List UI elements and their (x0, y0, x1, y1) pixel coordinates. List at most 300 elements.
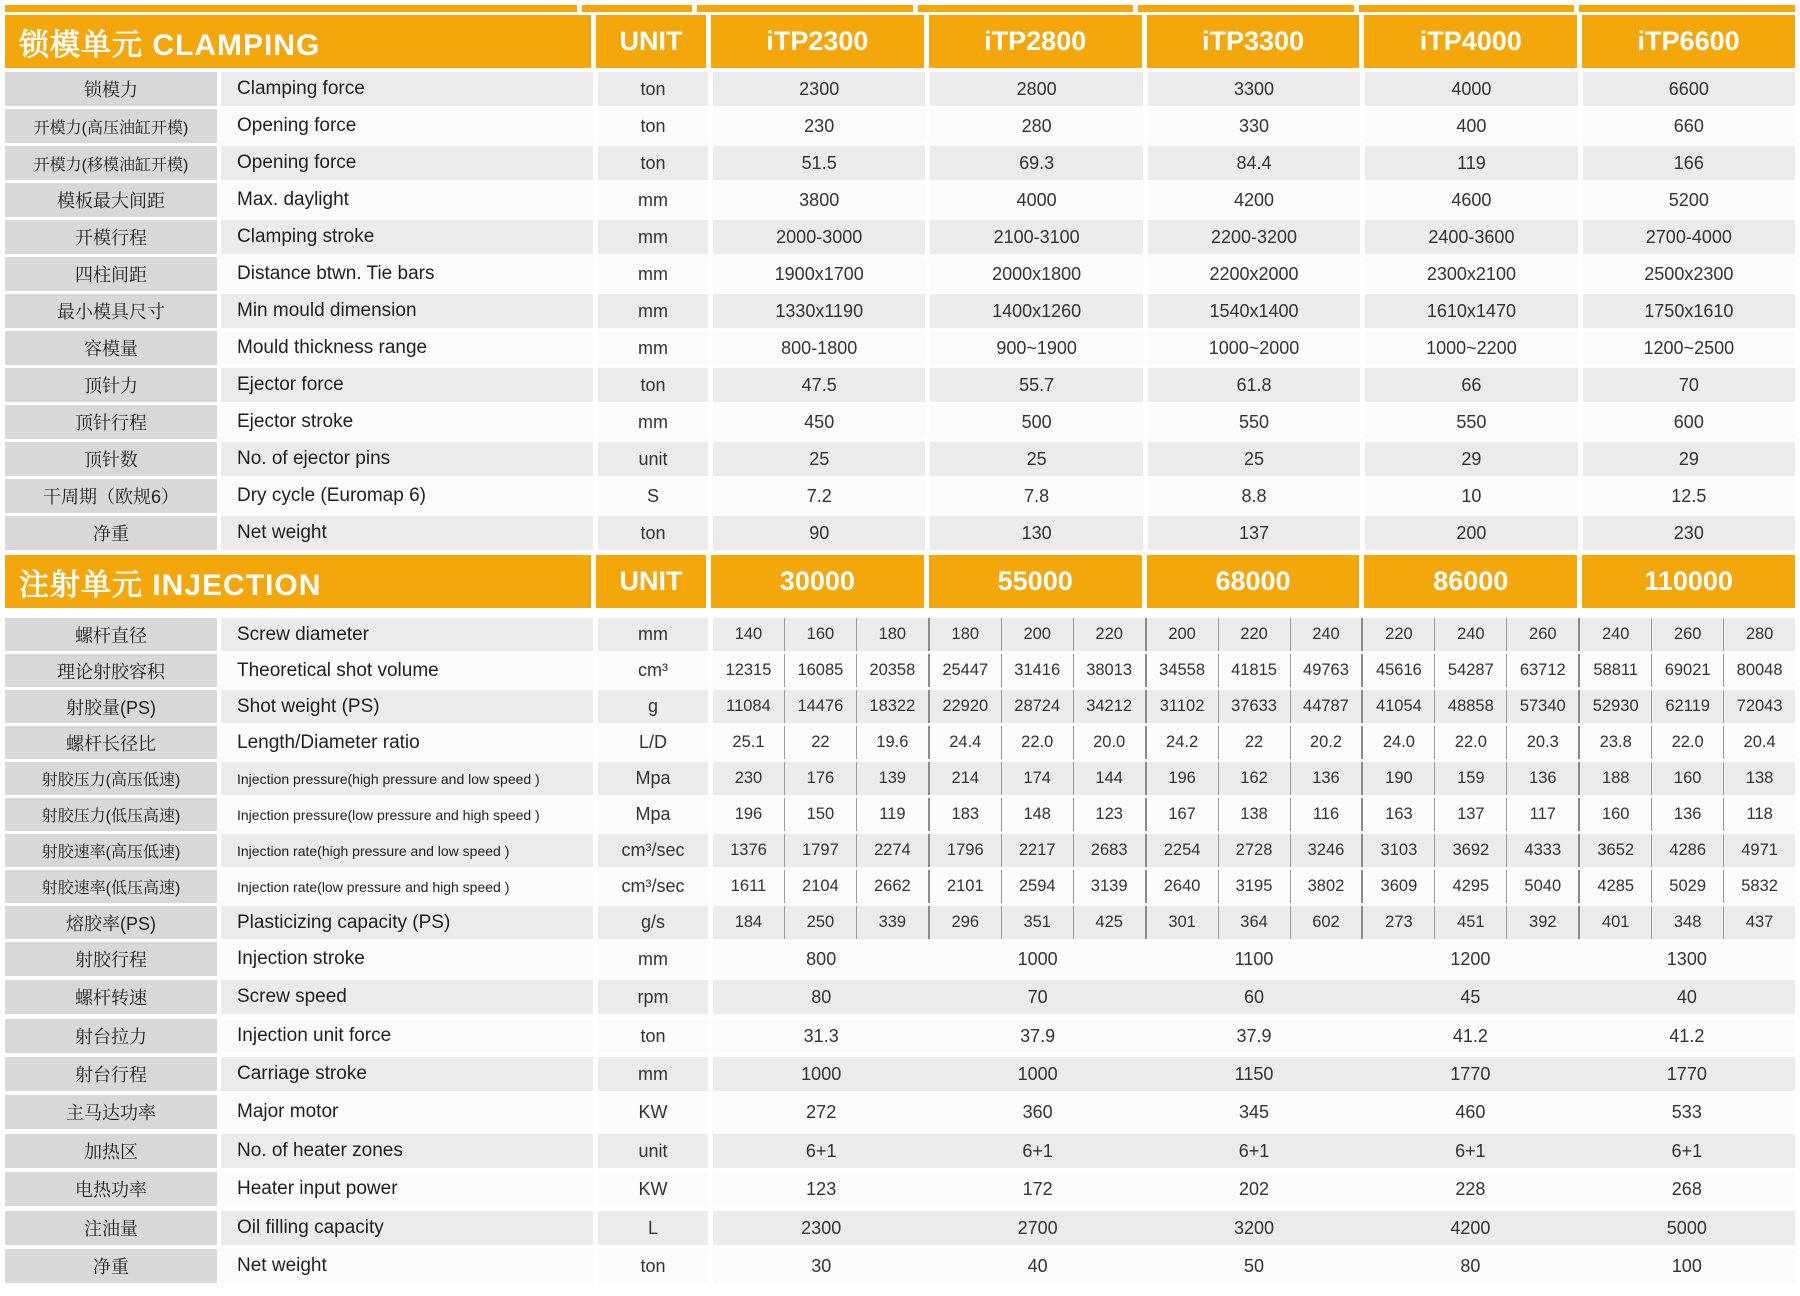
row-value: 6+1 (805, 1140, 837, 1161)
spec-row (5, 654, 1795, 687)
row-values (713, 294, 1795, 328)
row-label-en: No. of ejector pins (221, 442, 593, 476)
row-value: 800-1800 (713, 331, 925, 365)
row-value: 1200~2500 (1583, 331, 1795, 365)
row-label-cn: 射胶行程 (5, 942, 217, 976)
row-unit: ton (598, 109, 708, 143)
row-values (713, 1211, 1795, 1245)
sub-value: 183 (928, 798, 1001, 831)
row-value: 1300 (1666, 948, 1707, 969)
sub-value: 451 (1434, 906, 1506, 939)
row-value: 1000 (1017, 1063, 1058, 1084)
sub-value: 184 (734, 913, 763, 931)
row-values (713, 183, 1795, 217)
row-label-cn: 注油量 (5, 1211, 217, 1245)
row-label-en: Oil filling capacity (221, 1211, 593, 1245)
spec-row (5, 1019, 1795, 1053)
injection-model-headers (711, 555, 1795, 608)
row-label-cn: 容模量 (5, 331, 217, 365)
row-value: 400 (1365, 109, 1577, 143)
sub-value: 260 (1651, 618, 1723, 651)
row-unit: unit (598, 1134, 708, 1168)
sub-value: 4295 (1434, 870, 1506, 903)
row-value: 202 (1238, 1178, 1270, 1199)
row-value: 2700 (1017, 1217, 1058, 1238)
spec-row (5, 1249, 1795, 1283)
sub-value: 117 (1506, 798, 1578, 831)
clamping-rows (5, 72, 1795, 550)
row-value: 12.5 (1583, 479, 1795, 513)
row-label-en: Screw speed (221, 980, 593, 1014)
model-header-30000: 30000 (711, 555, 924, 608)
sub-value: 3103 (1361, 834, 1434, 867)
row-value: 1900x1700 (713, 257, 925, 291)
sub-value: 139 (856, 762, 928, 795)
row-label-cn: 射胶速率(高压低速) (5, 834, 217, 867)
row-label-en: Theoretical shot volume (221, 654, 593, 687)
row-value: 6+1 (1022, 1140, 1053, 1161)
row-value: 280 (930, 109, 1142, 143)
sub-value: 34212 (1073, 690, 1145, 723)
spec-row (5, 1211, 1795, 1245)
row-unit: g/s (598, 906, 708, 939)
row-value: 7.8 (930, 479, 1142, 513)
row-unit: Mpa (598, 798, 708, 831)
top-edge-segment (918, 5, 1134, 12)
row-values (713, 618, 1795, 651)
top-edge-segment (1579, 5, 1795, 12)
row-values (713, 1249, 1795, 1283)
model-header-iTP4000: iTP4000 (1364, 15, 1577, 68)
row-label-en: Dry cycle (Euromap 6) (221, 479, 593, 513)
row-label-cn: 净重 (5, 1249, 217, 1283)
spec-row (5, 1134, 1795, 1168)
row-value: 2300x2100 (1365, 257, 1577, 291)
row-unit: cm³/sec (598, 834, 708, 867)
sub-value: 351 (1001, 906, 1073, 939)
row-unit: unit (598, 442, 708, 476)
row-value: 10 (1365, 479, 1577, 513)
row-label-cn: 加热区 (5, 1134, 217, 1168)
row-value: 70 (1027, 986, 1048, 1007)
sub-value: 20.2 (1290, 726, 1362, 759)
sub-value: 137 (1434, 798, 1506, 831)
row-unit: mm (598, 331, 708, 365)
sub-value: 18322 (856, 690, 928, 723)
row-label-cn: 主马达功率 (5, 1095, 217, 1129)
sub-value: 118 (1723, 798, 1795, 831)
sub-value: 4286 (1651, 834, 1723, 867)
row-label-en: Min mould dimension (221, 294, 593, 328)
row-unit: mm (598, 1057, 708, 1091)
sub-value: 214 (928, 762, 1001, 795)
top-edge-strip (5, 5, 1795, 12)
sub-value: 1611 (730, 877, 767, 895)
row-label-cn: 螺杆直径 (5, 618, 217, 651)
sub-value: 260 (1506, 618, 1578, 651)
row-value: 30 (811, 1255, 832, 1276)
row-label-cn: 四柱间距 (5, 257, 217, 291)
sub-value: 48858 (1434, 690, 1506, 723)
spec-row (5, 405, 1795, 439)
clamping-unit-header: UNIT (596, 15, 706, 68)
row-value: 1100 (1234, 948, 1274, 969)
row-value: 1400x1260 (930, 294, 1142, 328)
sub-value: 200 (1145, 618, 1218, 651)
row-values (713, 405, 1795, 439)
row-value: 119 (1365, 146, 1577, 180)
row-value: 70 (1583, 368, 1795, 402)
sub-value: 144 (1073, 762, 1145, 795)
row-label-en: Injection stroke (221, 942, 593, 976)
row-value: 29 (1583, 442, 1795, 476)
row-value: 100 (1671, 1255, 1702, 1276)
row-values (713, 1134, 1795, 1168)
row-label-en: Ejector stroke (221, 405, 593, 439)
row-value: 2300 (713, 72, 925, 106)
row-value: 8.8 (1148, 479, 1360, 513)
sub-value: 437 (1723, 906, 1795, 939)
row-value: 4200 (1450, 1217, 1491, 1238)
spec-row (5, 870, 1795, 903)
row-label-en: Net weight (221, 516, 593, 550)
sub-value: 230 (734, 769, 763, 787)
row-unit: ton (598, 516, 708, 550)
row-value: 7.2 (713, 479, 925, 513)
sub-value: 190 (1361, 762, 1434, 795)
row-label-en: No. of heater zones (221, 1134, 593, 1168)
row-values (713, 442, 1795, 476)
row-value: 3300 (1148, 72, 1360, 106)
row-label-en: Carriage stroke (221, 1057, 593, 1091)
row-values (713, 479, 1795, 513)
sub-value: 140 (734, 625, 763, 643)
row-value: 2400-3600 (1365, 220, 1577, 254)
row-value: 137 (1148, 516, 1360, 550)
model-header-68000: 68000 (1147, 555, 1360, 608)
row-value: 51.5 (713, 146, 925, 180)
row-value: 550 (1365, 405, 1577, 439)
row-values (713, 798, 1795, 831)
row-label-cn: 顶针力 (5, 368, 217, 402)
sub-value: 38013 (1073, 654, 1145, 687)
row-values (713, 726, 1795, 759)
row-values (713, 72, 1795, 106)
row-unit: mm (598, 183, 708, 217)
sub-value: 1376 (730, 841, 767, 859)
row-unit: KW (598, 1172, 708, 1206)
sub-value: 49763 (1290, 654, 1362, 687)
row-value: 1200 (1450, 948, 1491, 969)
model-header-86000: 86000 (1364, 555, 1577, 608)
row-label-en: Max. daylight (221, 183, 593, 217)
row-value: 172 (1022, 1178, 1053, 1199)
sub-value: 62119 (1651, 690, 1723, 723)
sub-value: 301 (1145, 906, 1218, 939)
row-unit: ton (598, 368, 708, 402)
sub-value: 1796 (928, 834, 1001, 867)
sub-value: 22.0 (1434, 726, 1506, 759)
spec-row (5, 834, 1795, 867)
row-values (713, 1057, 1795, 1091)
row-value: 31.3 (803, 1025, 839, 1046)
spec-row (5, 72, 1795, 106)
row-label-en: Clamping force (221, 72, 593, 106)
sub-value: 273 (1361, 906, 1434, 939)
row-value: 2300 (801, 1217, 842, 1238)
sub-value: 14476 (784, 690, 856, 723)
row-values (713, 906, 1795, 939)
sub-value: 2640 (1145, 870, 1218, 903)
row-value: 1770 (1450, 1063, 1491, 1084)
spec-row (5, 516, 1795, 550)
row-value: 130 (930, 516, 1142, 550)
row-value: 460 (1455, 1101, 1486, 1122)
row-value: 47.5 (713, 368, 925, 402)
row-values (713, 368, 1795, 402)
row-label-en: Major motor (221, 1095, 593, 1129)
row-label-cn: 开模力(移模油缸开模) (5, 146, 217, 180)
sub-value: 4971 (1723, 834, 1795, 867)
row-value: 41.2 (1669, 1025, 1705, 1046)
spec-row (5, 183, 1795, 217)
row-value: 2200-3200 (1148, 220, 1360, 254)
row-values (713, 980, 1795, 1014)
row-label-en: Shot weight (PS) (221, 690, 593, 723)
row-value: 330 (1148, 109, 1360, 143)
row-value: 90 (713, 516, 925, 550)
spec-row (5, 368, 1795, 402)
row-values (713, 1019, 1795, 1053)
sub-value: 180 (856, 618, 928, 651)
row-unit: mm (598, 220, 708, 254)
row-value: 1000~2000 (1148, 331, 1360, 365)
sub-value: 57340 (1506, 690, 1578, 723)
sub-value: 2104 (784, 870, 856, 903)
row-unit: mm (598, 257, 708, 291)
row-value: 6+1 (1671, 1140, 1703, 1161)
row-value: 2000-3000 (713, 220, 925, 254)
row-unit: L/D (598, 726, 708, 759)
row-label-en: Screw diameter (221, 618, 593, 651)
row-values (713, 654, 1795, 687)
spec-row (5, 942, 1795, 976)
sub-value: 339 (856, 906, 928, 939)
row-label-en: Plasticizing capacity (PS) (221, 906, 593, 939)
clamping-model-headers (711, 15, 1795, 68)
row-value: 1000 (1017, 948, 1058, 969)
sub-value: 52930 (1578, 690, 1651, 723)
row-label-cn: 电热功率 (5, 1172, 217, 1206)
row-value: 6+1 (1238, 1140, 1270, 1161)
row-value: 200 (1365, 516, 1577, 550)
row-unit: KW (598, 1095, 708, 1129)
sub-value: 2728 (1218, 834, 1290, 867)
row-value: 2700-4000 (1583, 220, 1795, 254)
sub-value: 116 (1290, 798, 1362, 831)
sub-value: 2254 (1145, 834, 1218, 867)
row-value: 37.9 (1020, 1025, 1056, 1046)
row-label-en: Injection pressure(high pressure and low speed ) (221, 762, 593, 795)
sub-value: 123 (1073, 798, 1145, 831)
row-value: 2200x2000 (1148, 257, 1360, 291)
row-value: 5000 (1666, 1217, 1707, 1238)
row-label-cn: 射台拉力 (5, 1019, 217, 1053)
sub-value: 37633 (1218, 690, 1290, 723)
spec-row (5, 1095, 1795, 1129)
sub-value: 401 (1578, 906, 1651, 939)
sub-value: 196 (1145, 762, 1218, 795)
sub-value: 160 (1651, 762, 1723, 795)
row-values (713, 942, 1795, 976)
sub-value: 392 (1506, 906, 1578, 939)
sub-value: 25.1 (732, 733, 765, 751)
row-value: 6600 (1583, 72, 1795, 106)
row-value: 1750x1610 (1583, 294, 1795, 328)
sub-value: 41054 (1361, 690, 1434, 723)
sub-value: 31416 (1001, 654, 1073, 687)
row-value: 40 (1676, 986, 1697, 1007)
row-label-cn: 顶针行程 (5, 405, 217, 439)
injection-unit-rows (5, 942, 1795, 1283)
row-value: 84.4 (1148, 146, 1360, 180)
sub-value: 2594 (1001, 870, 1073, 903)
row-value: 80 (1460, 1255, 1481, 1276)
sub-value: 2101 (928, 870, 1001, 903)
spec-row (5, 257, 1795, 291)
row-label-cn: 螺杆转速 (5, 980, 217, 1014)
row-value: 29 (1365, 442, 1577, 476)
row-label-en: Opening force (221, 146, 593, 180)
sub-value: 200 (1001, 618, 1073, 651)
row-value: 4000 (930, 183, 1142, 217)
row-unit: Mpa (598, 762, 708, 795)
model-header-iTP6600: iTP6600 (1582, 15, 1795, 68)
spec-row (5, 906, 1795, 939)
row-value: 660 (1583, 109, 1795, 143)
row-value: 3200 (1233, 1217, 1275, 1238)
spec-row (5, 331, 1795, 365)
spec-row (5, 690, 1795, 723)
sub-value: 25447 (928, 654, 1001, 687)
injection-section-title: 注射单元 INJECTION (5, 555, 591, 608)
spec-row (5, 762, 1795, 795)
row-value: 1610x1470 (1365, 294, 1577, 328)
row-values (713, 1095, 1795, 1129)
row-value: 4000 (1365, 72, 1577, 106)
sub-value: 1797 (784, 834, 856, 867)
sub-value: 4333 (1506, 834, 1578, 867)
sub-value: 11084 (726, 697, 771, 715)
row-label-cn: 净重 (5, 516, 217, 550)
row-unit: mm (598, 942, 708, 976)
sub-value: 148 (1001, 798, 1073, 831)
row-value: 228 (1455, 1178, 1486, 1199)
row-unit: ton (598, 1249, 708, 1283)
model-header-iTP2800: iTP2800 (929, 15, 1142, 68)
sub-value: 280 (1723, 618, 1795, 651)
row-label-en: Distance btwn. Tie bars (221, 257, 593, 291)
sub-value: 180 (928, 618, 1001, 651)
row-value: 1330x1190 (713, 294, 925, 328)
row-value: 166 (1583, 146, 1795, 180)
row-unit: cm³ (598, 654, 708, 687)
sub-value: 20358 (856, 654, 928, 687)
row-value: 1770 (1666, 1063, 1707, 1084)
spec-row (5, 1172, 1795, 1206)
sub-value: 150 (784, 798, 856, 831)
row-value: 450 (713, 405, 925, 439)
sub-value: 34558 (1145, 654, 1218, 687)
row-label-cn: 开模行程 (5, 220, 217, 254)
row-value: 268 (1671, 1178, 1702, 1199)
sub-value: 240 (1290, 618, 1362, 651)
row-value: 45 (1460, 986, 1481, 1007)
sub-value: 136 (1651, 798, 1723, 831)
sub-value: 4285 (1578, 870, 1651, 903)
row-unit: ton (598, 72, 708, 106)
row-label-cn: 模板最大间距 (5, 183, 217, 217)
sub-value: 160 (1578, 798, 1651, 831)
sub-value: 41815 (1218, 654, 1290, 687)
top-edge-segment (697, 5, 913, 12)
row-values (713, 146, 1795, 180)
row-values (713, 257, 1795, 291)
row-value: 25 (713, 442, 925, 476)
clamping-section-title: 锁模单元 CLAMPING (5, 15, 591, 68)
sub-value: 5040 (1506, 870, 1578, 903)
row-label-en: Injection pressure(low pressure and high speed ) (221, 798, 593, 831)
row-label-cn: 开模力(高压油缸开模) (5, 109, 217, 143)
sub-value: 5029 (1651, 870, 1723, 903)
sub-value: 23.8 (1578, 726, 1651, 759)
top-edge-segment (1138, 5, 1354, 12)
sub-value: 3195 (1218, 870, 1290, 903)
row-value: 600 (1583, 405, 1795, 439)
row-label-cn: 射胶压力(低压高速) (5, 798, 217, 831)
sub-value: 28724 (1001, 690, 1073, 723)
sub-value: 44787 (1290, 690, 1362, 723)
row-value: 55.7 (930, 368, 1142, 402)
row-unit: g (598, 690, 708, 723)
spec-row (5, 479, 1795, 513)
sub-value: 3692 (1434, 834, 1506, 867)
top-edge-segment (582, 5, 692, 12)
spec-row (5, 146, 1795, 180)
row-value: 2000x1800 (930, 257, 1142, 291)
row-unit: cm³/sec (598, 870, 708, 903)
injection-screw-rows (5, 618, 1795, 939)
injection-header-row (5, 555, 1795, 608)
row-unit: ton (598, 146, 708, 180)
sub-value: 138 (1723, 762, 1795, 795)
row-label-cn: 理论射胶容积 (5, 654, 217, 687)
sub-value: 2662 (856, 870, 928, 903)
sub-value: 3652 (1578, 834, 1651, 867)
sub-value: 240 (1578, 618, 1651, 651)
sub-value: 220 (1361, 618, 1434, 651)
row-value: 272 (806, 1101, 837, 1122)
sub-value: 2274 (856, 834, 928, 867)
row-unit: rpm (598, 980, 708, 1014)
sub-value: 45616 (1361, 654, 1434, 687)
row-value: 25 (1148, 442, 1360, 476)
model-header-110000: 110000 (1582, 555, 1795, 608)
spec-row (5, 980, 1795, 1014)
sub-value: 162 (1218, 762, 1290, 795)
sub-value: 3139 (1073, 870, 1145, 903)
row-value: 550 (1148, 405, 1360, 439)
